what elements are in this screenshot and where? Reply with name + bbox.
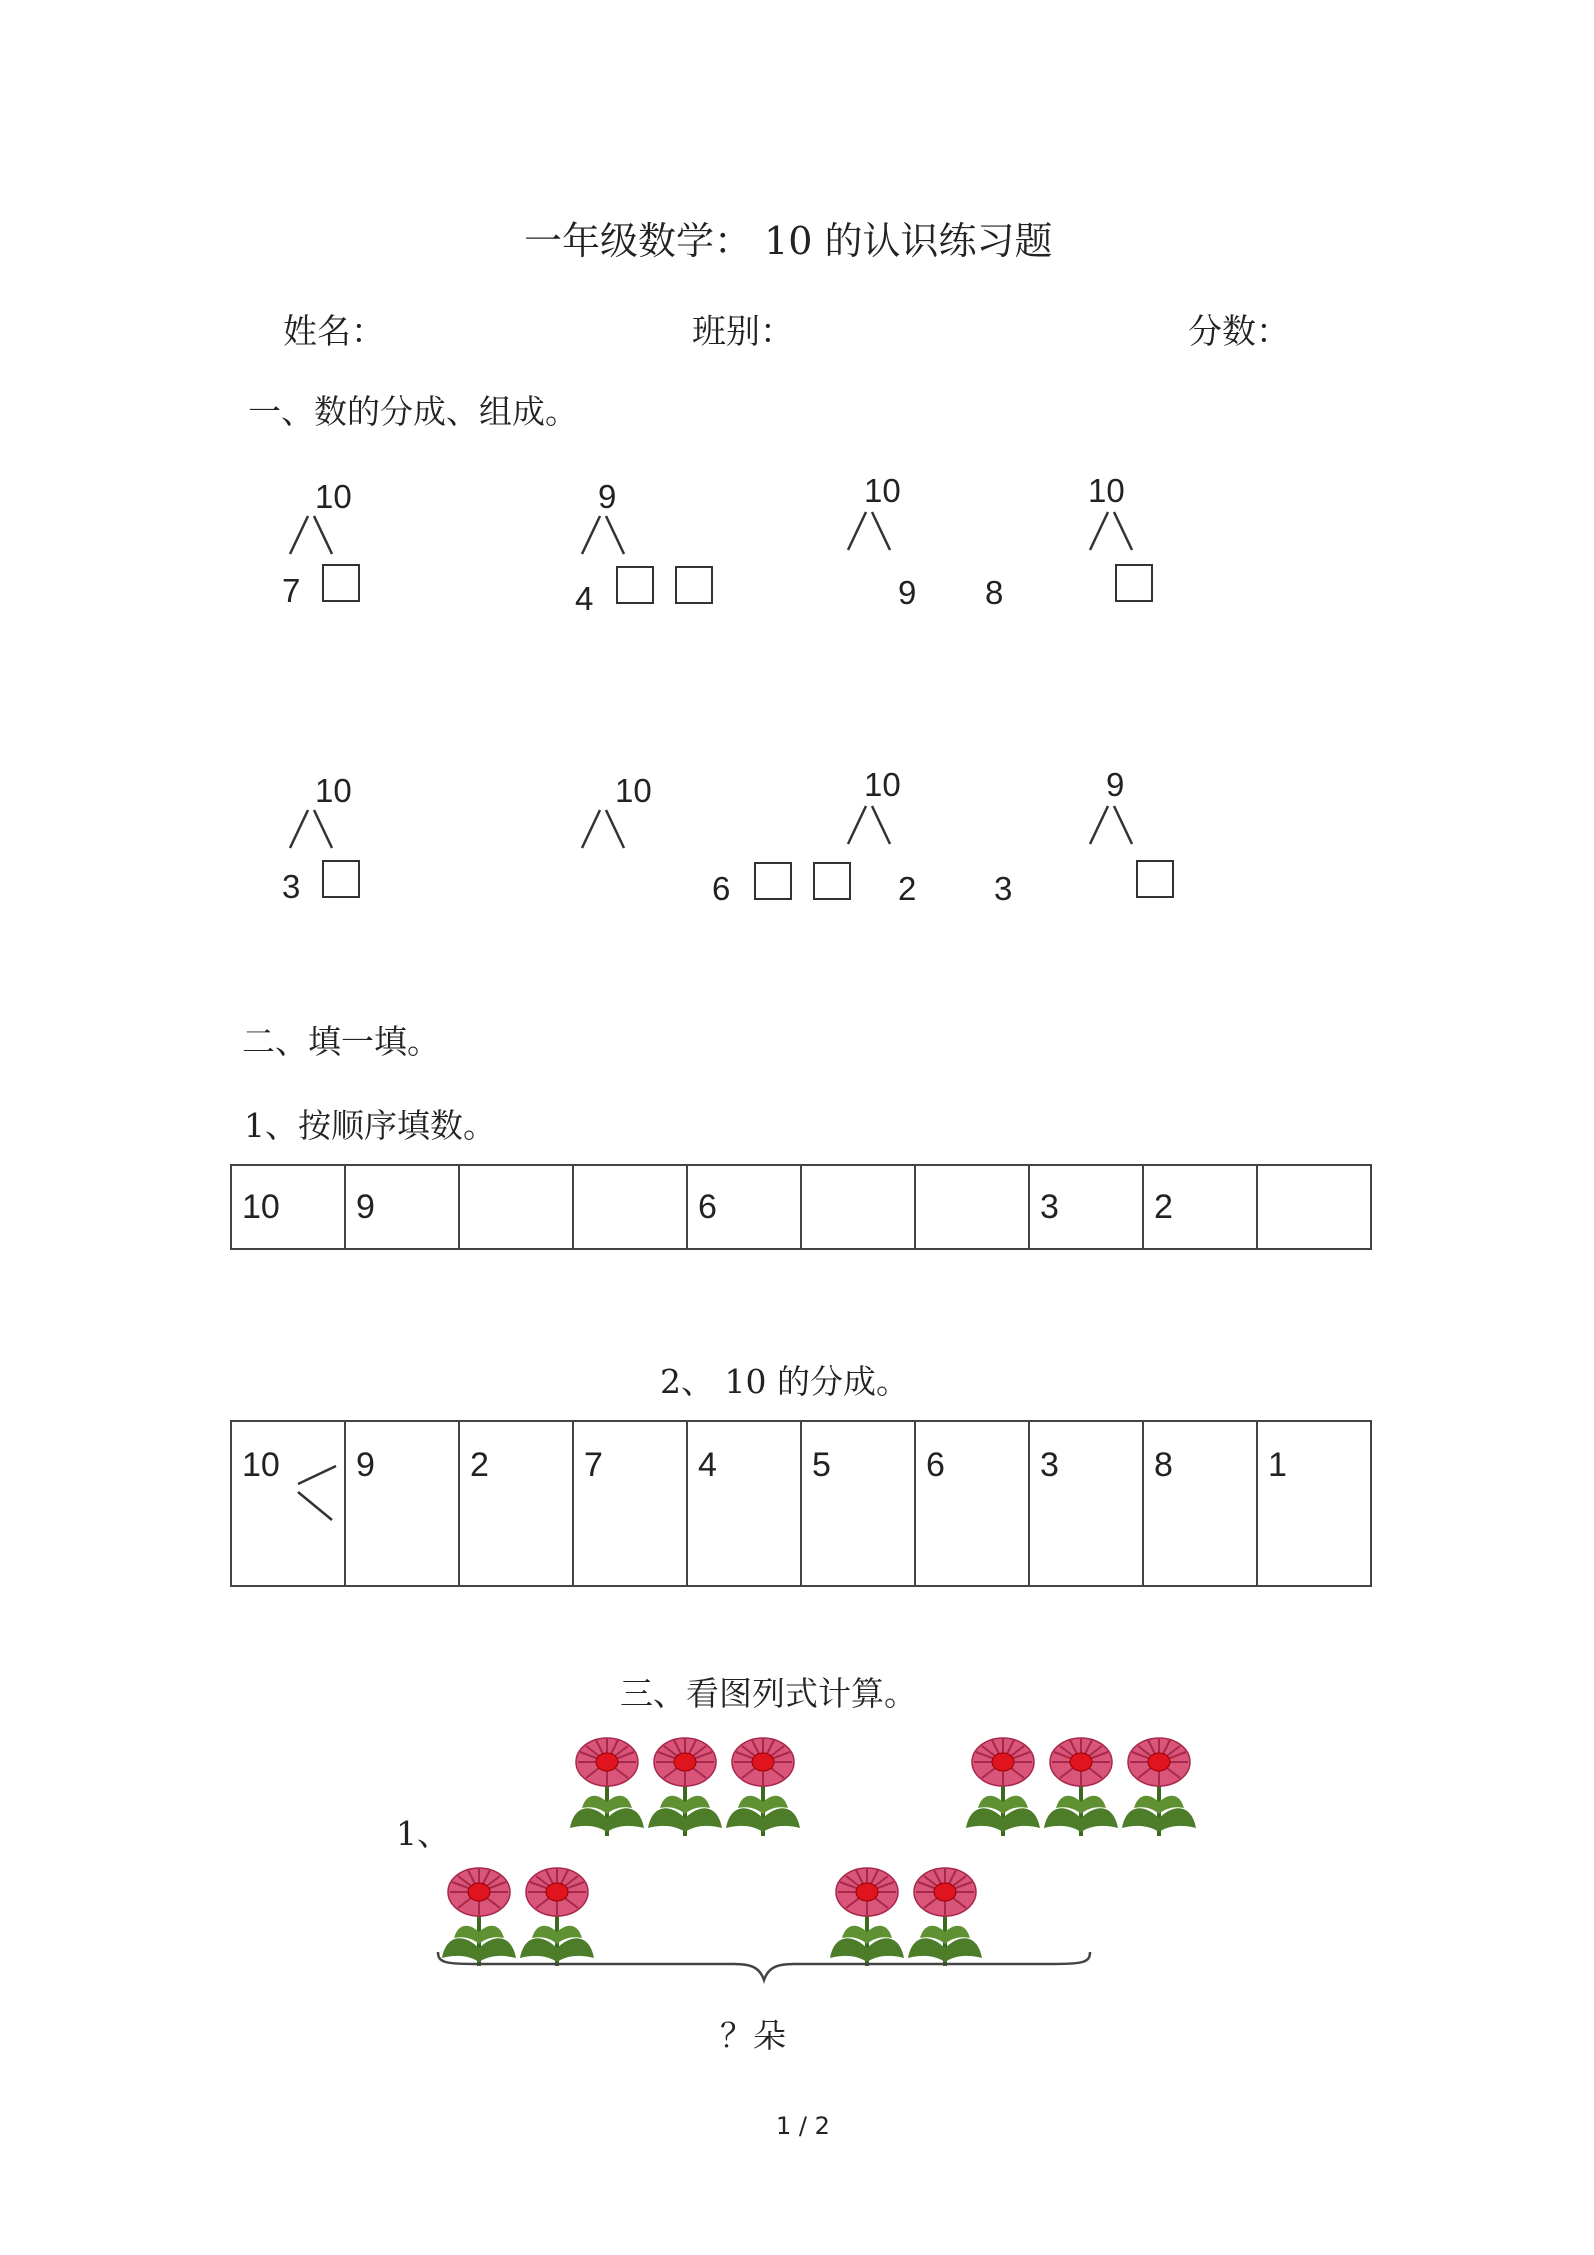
decomposition-cell[interactable]: 9 (345, 1421, 459, 1586)
answer-box[interactable] (1115, 564, 1153, 602)
tree-right-number: 3 (994, 870, 1013, 907)
flower-image (964, 1732, 1042, 1840)
sequence-cell[interactable]: 9 (345, 1165, 459, 1249)
sequence-cell[interactable] (1257, 1165, 1371, 1249)
sequence-cell[interactable]: 6 (687, 1165, 801, 1249)
tree-branches (286, 806, 346, 851)
page-number: 1 / 2 (776, 2112, 830, 2140)
tree-branches (1086, 802, 1146, 847)
table-row (231, 1165, 1371, 1249)
flower-image (646, 1732, 724, 1840)
answer-box[interactable] (813, 862, 851, 900)
tree-top-number: 10 (864, 766, 901, 803)
sequence-cell[interactable]: 2 (1143, 1165, 1257, 1249)
answer-box[interactable] (1136, 860, 1174, 898)
picture-question-label: 1、 (396, 1814, 450, 1853)
tree-top-number: 10 (615, 772, 652, 809)
sequence-cell[interactable] (459, 1165, 573, 1249)
tree-branches (578, 806, 638, 851)
tree-left-number: 6 (712, 870, 731, 907)
section3-heading: 三、看图列式计算。 (620, 1674, 917, 1713)
decomposition-first-cell (231, 1421, 345, 1586)
decomposition-total: 10 (242, 1446, 280, 1484)
answer-box[interactable] (616, 566, 654, 604)
tree-top-number: 9 (1106, 766, 1125, 803)
tree-branches (1086, 508, 1146, 553)
decomposition-cell[interactable]: 8 (1143, 1421, 1257, 1586)
decomposition-question-label: 2、 10 的分成。 (660, 1362, 909, 1401)
class-label: 班别： (692, 312, 794, 352)
tree-top-number: 10 (864, 472, 901, 509)
tree-branches (844, 802, 904, 847)
table-row (231, 1421, 1371, 1586)
decomposition-cell[interactable]: 4 (687, 1421, 801, 1586)
sequence-cell[interactable]: 10 (231, 1165, 345, 1249)
decomposition-cell[interactable]: 1 (1257, 1421, 1371, 1586)
tree-right-number: 8 (985, 574, 1004, 611)
section2-heading: 二、填一填。 (242, 1022, 440, 1061)
decomposition-cell[interactable]: 6 (915, 1421, 1029, 1586)
flower-image (1042, 1732, 1120, 1840)
split-branches (290, 1460, 340, 1524)
flower-image (724, 1732, 802, 1840)
flower-image (568, 1732, 646, 1840)
score-label: 分数： (1188, 312, 1290, 352)
page-title: 一年级数学： 10 的认识练习题 (524, 219, 1053, 263)
tree-left-number: 7 (282, 572, 301, 609)
sequence-cell[interactable] (915, 1165, 1029, 1249)
tree-left-number: 2 (898, 870, 917, 907)
flower-image (1120, 1732, 1198, 1840)
decomposition-table (230, 1420, 1372, 1587)
decomposition-cell[interactable]: 2 (459, 1421, 573, 1586)
tree-branches (578, 512, 638, 557)
decomposition-cell[interactable]: 3 (1029, 1421, 1143, 1586)
decomposition-cell[interactable]: 7 (573, 1421, 687, 1586)
total-brace (434, 1948, 1094, 1988)
tree-top-number: 10 (315, 478, 352, 515)
tree-top-number: 10 (1088, 472, 1125, 509)
sequence-question-label: 1、按顺序填数。 (244, 1106, 496, 1145)
sequence-cell[interactable]: 3 (1029, 1165, 1143, 1249)
sequence-cell[interactable] (801, 1165, 915, 1249)
answer-box[interactable] (754, 862, 792, 900)
sequence-table (230, 1164, 1372, 1250)
name-label: 姓名： (283, 312, 385, 352)
tree-top-number: 10 (315, 772, 352, 809)
answer-box[interactable] (322, 564, 360, 602)
answer-box[interactable] (675, 566, 713, 604)
tree-branches (844, 508, 904, 553)
decomposition-cell[interactable]: 5 (801, 1421, 915, 1586)
tree-left-number: 4 (575, 580, 594, 617)
question-flowers-count: ？朵 (720, 2016, 786, 2055)
tree-branches (286, 512, 346, 557)
tree-top-number: 9 (598, 478, 617, 515)
answer-box[interactable] (322, 860, 360, 898)
tree-left-number: 9 (898, 574, 917, 611)
section1-heading: 一、数的分成、组成。 (248, 392, 578, 431)
tree-left-number: 3 (282, 868, 301, 905)
sequence-cell[interactable] (573, 1165, 687, 1249)
